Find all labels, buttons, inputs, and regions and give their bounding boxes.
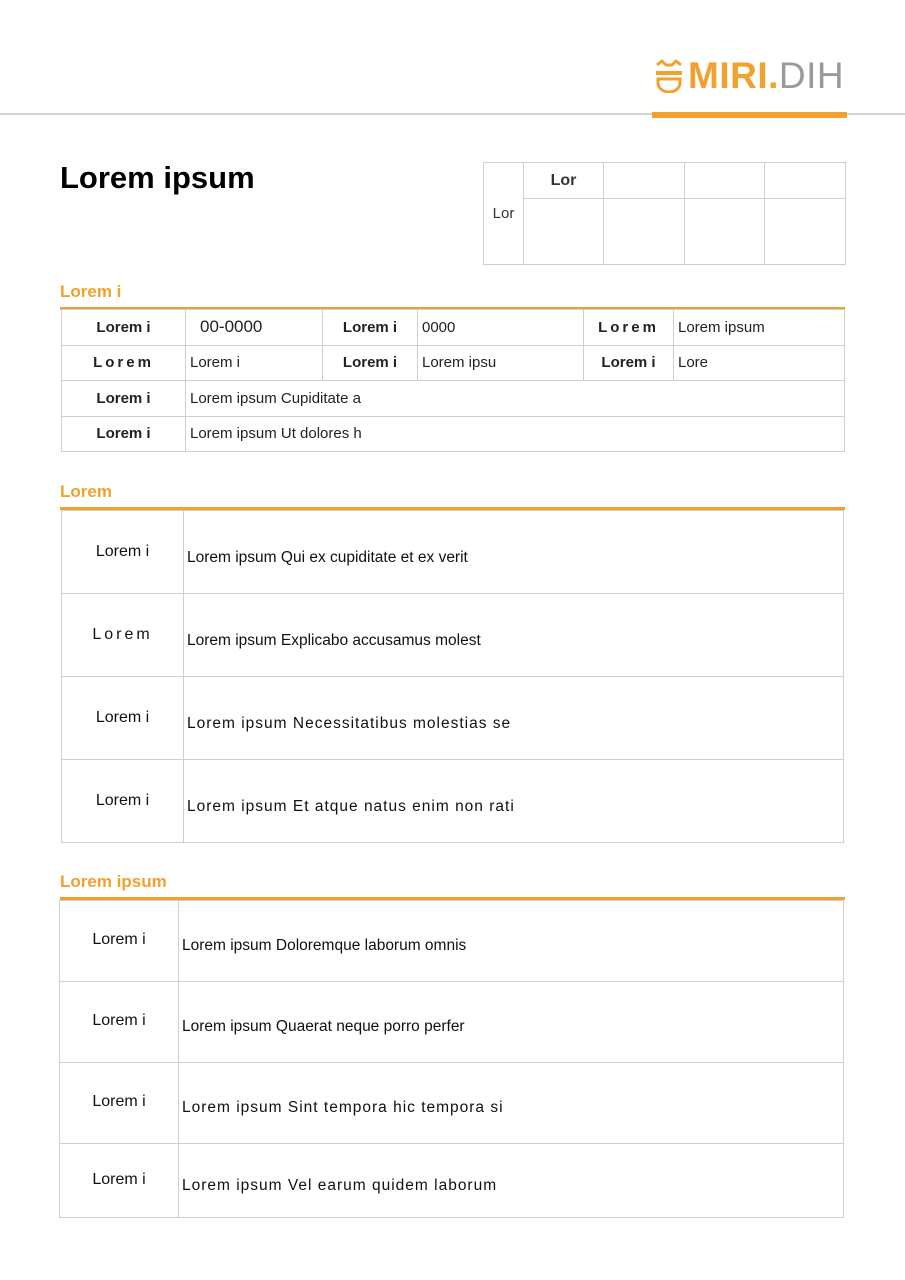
notes-table [59, 900, 844, 1218]
info-label: Lorem [584, 310, 674, 346]
brand-name-primary: MIRI. [688, 55, 779, 96]
details-table [61, 510, 844, 843]
approval-sign-cell[interactable] [524, 199, 604, 265]
approval-side-label: Lor [484, 163, 524, 265]
row-value: Lorem ipsum Necessitatibus molestias se [184, 677, 844, 760]
info-value: Lorem ipsum [674, 310, 845, 346]
info-label: Lorem i [323, 310, 418, 346]
row-value: Lorem ipsum Qui ex cupiditate et ex verit [184, 511, 844, 594]
row-label: Lorem i [60, 982, 179, 1063]
section-title-info: Lorem i [60, 282, 122, 301]
row-label: Lorem i [60, 901, 179, 982]
row-value: Lorem ipsum Explicabo accusamus molest [184, 594, 844, 677]
info-label: Lorem [62, 345, 186, 381]
approval-sign-cell[interactable] [604, 199, 685, 265]
approval-sign-cell[interactable] [765, 199, 846, 265]
approval-sign-cell[interactable] [685, 199, 765, 265]
info-value: Lorem ipsu [418, 345, 584, 381]
row-label: Lorem [62, 594, 184, 677]
approval-header-cell [685, 163, 765, 199]
row-label: Lorem i [62, 760, 184, 843]
info-label: Lorem i [62, 381, 186, 417]
info-label: Lorem i [62, 310, 186, 346]
approval-header-cell [604, 163, 685, 199]
row-label: Lorem i [62, 511, 184, 594]
row-value: Lorem ipsum Sint tempora hic tempora si [179, 1063, 844, 1144]
section-title-details: Lorem [60, 482, 112, 501]
row-label: Lorem i [60, 1144, 179, 1218]
approval-header-cell [765, 163, 846, 199]
info-table [61, 309, 845, 452]
info-value: 0000 [418, 310, 584, 346]
info-value: Lore [674, 345, 845, 381]
cat-cup-icon [654, 59, 684, 93]
brand-name-secondary: DIH [778, 55, 845, 96]
info-value: Lorem ipsum Cupiditate a [186, 381, 845, 417]
approval-header-label: Lor [524, 163, 604, 199]
section-title-notes: Lorem ipsum [60, 872, 167, 891]
info-label: Lorem i [62, 416, 186, 452]
info-value: 00-0000 [186, 310, 323, 346]
info-value: Lorem i [186, 345, 323, 381]
row-value: Lorem ipsum Vel earum quidem laborum [179, 1144, 844, 1218]
approval-table [483, 162, 846, 265]
row-label: Lorem i [62, 677, 184, 760]
brand-logo [654, 56, 844, 96]
row-value: Lorem ipsum Et atque natus enim non rati [184, 760, 844, 843]
row-value: Lorem ipsum Doloremque laborum omnis [179, 901, 844, 982]
page-title: Lorem ipsum [60, 160, 255, 195]
info-label: Lorem i [323, 345, 418, 381]
row-value: Lorem ipsum Quaerat neque porro perfer [179, 982, 844, 1063]
row-label: Lorem i [60, 1063, 179, 1144]
info-value: Lorem ipsum Ut dolores h [186, 416, 845, 452]
header-accent-bar [652, 112, 847, 118]
info-label: Lorem i [584, 345, 674, 381]
